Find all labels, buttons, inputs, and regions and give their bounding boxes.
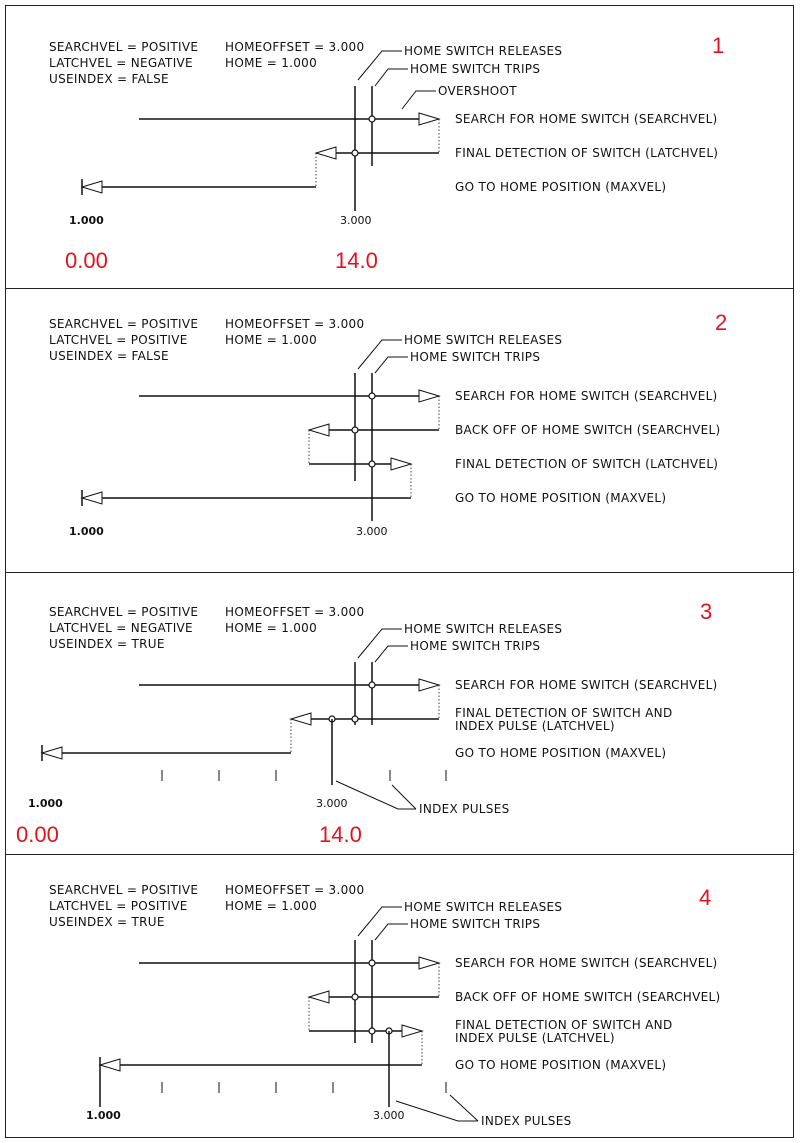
release-point [352, 994, 358, 1000]
move-label-latch: FINAL DETECTION OF SWITCH (LATCHVEL) [455, 146, 719, 160]
move-label-search: SEARCH FOR HOME SWITCH (SEARCHVEL) [455, 678, 718, 692]
param-home: HOME = 1.000 [225, 899, 318, 913]
position-right: 14.0 [335, 248, 378, 273]
arrow-right-icon [402, 1025, 422, 1037]
arrow-left-icon [316, 147, 336, 159]
arrow-right-icon [419, 113, 439, 125]
trip-point [369, 461, 375, 467]
position-left: 0.00 [65, 248, 108, 273]
trip-point [369, 960, 375, 966]
arrow-right-icon [419, 679, 439, 691]
leader-index-2 [450, 1095, 478, 1121]
arrow-left-icon [42, 747, 62, 759]
param-searchvel: SEARCHVEL = POSITIVE [49, 40, 199, 54]
move-label-backoff: BACK OFF OF HOME SWITCH (SEARCHVEL) [455, 423, 721, 437]
move-label-home: GO TO HOME POSITION (MAXVEL) [455, 1058, 667, 1072]
leader-index-1 [396, 1101, 478, 1121]
callout-index-pulses: INDEX PULSES [419, 802, 510, 816]
homing-panel-3 [5, 572, 794, 855]
move-label-latch: FINAL DETECTION OF SWITCH (LATCHVEL) [455, 457, 719, 471]
trip-point [369, 393, 375, 399]
param-home: HOME = 1.000 [225, 56, 318, 70]
callout-switch-trips: HOME SWITCH TRIPS [410, 639, 541, 653]
arrow-left-icon [100, 1059, 120, 1071]
callout-switch-releases: HOME SWITCH RELEASES [404, 44, 563, 58]
arrow-left-icon [309, 991, 329, 1003]
homing-diagram-1 [6, 6, 795, 290]
move-label-latch-2: INDEX PULSE (LATCHVEL) [455, 719, 615, 733]
param-latchvel: LATCHVEL = POSITIVE [49, 899, 188, 913]
move-label-latch-2: INDEX PULSE (LATCHVEL) [455, 1031, 615, 1045]
leader-releases [358, 340, 402, 369]
callout-switch-releases: HOME SWITCH RELEASES [404, 622, 563, 636]
leader-trips [375, 69, 408, 86]
panel-number: 3 [700, 599, 713, 624]
callout-index-pulses: INDEX PULSES [481, 1114, 572, 1128]
tick-home: 1.000 [69, 214, 104, 227]
param-searchvel: SEARCHVEL = POSITIVE [49, 883, 199, 897]
trip-point [369, 682, 375, 688]
panel-number: 4 [699, 885, 712, 910]
leader-releases [358, 629, 402, 658]
move-label-search: SEARCH FOR HOME SWITCH (SEARCHVEL) [455, 112, 718, 126]
tick-home: 1.000 [86, 1109, 121, 1122]
leader-index-2 [392, 785, 416, 809]
move-label-latch-1: FINAL DETECTION OF SWITCH AND [455, 706, 673, 720]
homing-panel-4 [5, 854, 794, 1138]
leader-trips [375, 924, 408, 940]
param-home: HOME = 1.000 [225, 333, 318, 347]
arrow-left-icon [82, 181, 102, 193]
param-homeoffset: HOMEOFFSET = 3.000 [225, 40, 365, 54]
tick-offset: 3.000 [356, 525, 388, 538]
leader-overshoot [402, 91, 436, 109]
arrow-left-icon [82, 492, 102, 504]
param-latchvel: LATCHVEL = NEGATIVE [49, 621, 193, 635]
move-label-latch-1: FINAL DETECTION OF SWITCH AND [455, 1018, 673, 1032]
callout-switch-releases: HOME SWITCH RELEASES [404, 900, 563, 914]
param-useindex: USEINDEX = TRUE [49, 637, 165, 651]
callout-switch-trips: HOME SWITCH TRIPS [410, 917, 541, 931]
callout-switch-releases: HOME SWITCH RELEASES [404, 333, 563, 347]
arrow-left-icon [291, 713, 311, 725]
arrow-left-icon [309, 424, 329, 436]
tick-offset: 3.000 [340, 214, 372, 227]
trip-point [369, 1028, 375, 1034]
leader-trips [375, 357, 408, 373]
param-homeoffset: HOMEOFFSET = 3.000 [225, 883, 365, 897]
move-label-backoff: BACK OFF OF HOME SWITCH (SEARCHVEL) [455, 990, 721, 1004]
arrow-right-icon [419, 957, 439, 969]
move-label-home: GO TO HOME POSITION (MAXVEL) [455, 180, 667, 194]
param-latchvel: LATCHVEL = POSITIVE [49, 333, 188, 347]
panel-number: 1 [712, 33, 725, 58]
param-searchvel: SEARCHVEL = POSITIVE [49, 317, 199, 331]
homing-panel-2 [5, 288, 794, 573]
param-useindex: USEINDEX = FALSE [49, 349, 169, 363]
position-right: 14.0 [319, 822, 362, 847]
callout-switch-trips: HOME SWITCH TRIPS [410, 62, 541, 76]
homing-panel-1 [5, 5, 794, 289]
param-home: HOME = 1.000 [225, 621, 318, 635]
homing-diagram-3 [6, 573, 795, 856]
arrow-right-icon [391, 458, 411, 470]
homing-diagram-2 [6, 289, 795, 574]
move-label-home: GO TO HOME POSITION (MAXVEL) [455, 746, 667, 760]
position-left: 0.00 [16, 822, 59, 847]
trip-point [369, 116, 375, 122]
callout-overshoot: OVERSHOOT [438, 84, 517, 98]
param-useindex: USEINDEX = TRUE [49, 915, 165, 929]
callout-switch-trips: HOME SWITCH TRIPS [410, 350, 541, 364]
leader-releases [358, 51, 402, 80]
tick-offset: 3.000 [373, 1109, 405, 1122]
param-homeoffset: HOMEOFFSET = 3.000 [225, 317, 365, 331]
tick-home: 1.000 [28, 797, 63, 810]
leader-releases [358, 907, 402, 936]
release-point [352, 427, 358, 433]
leader-trips [375, 646, 408, 662]
move-label-search: SEARCH FOR HOME SWITCH (SEARCHVEL) [455, 389, 718, 403]
move-label-search: SEARCH FOR HOME SWITCH (SEARCHVEL) [455, 956, 718, 970]
tick-home: 1.000 [69, 525, 104, 538]
param-latchvel: LATCHVEL = NEGATIVE [49, 56, 193, 70]
arrow-right-icon [419, 390, 439, 402]
move-label-home: GO TO HOME POSITION (MAXVEL) [455, 491, 667, 505]
release-point [352, 716, 358, 722]
leader-index-1 [336, 781, 416, 809]
param-homeoffset: HOMEOFFSET = 3.000 [225, 605, 365, 619]
param-searchvel: SEARCHVEL = POSITIVE [49, 605, 199, 619]
release-point [352, 150, 358, 156]
panel-number: 2 [715, 310, 728, 335]
homing-diagram-4 [6, 855, 795, 1139]
tick-offset: 3.000 [316, 797, 348, 810]
param-useindex: USEINDEX = FALSE [49, 72, 169, 86]
